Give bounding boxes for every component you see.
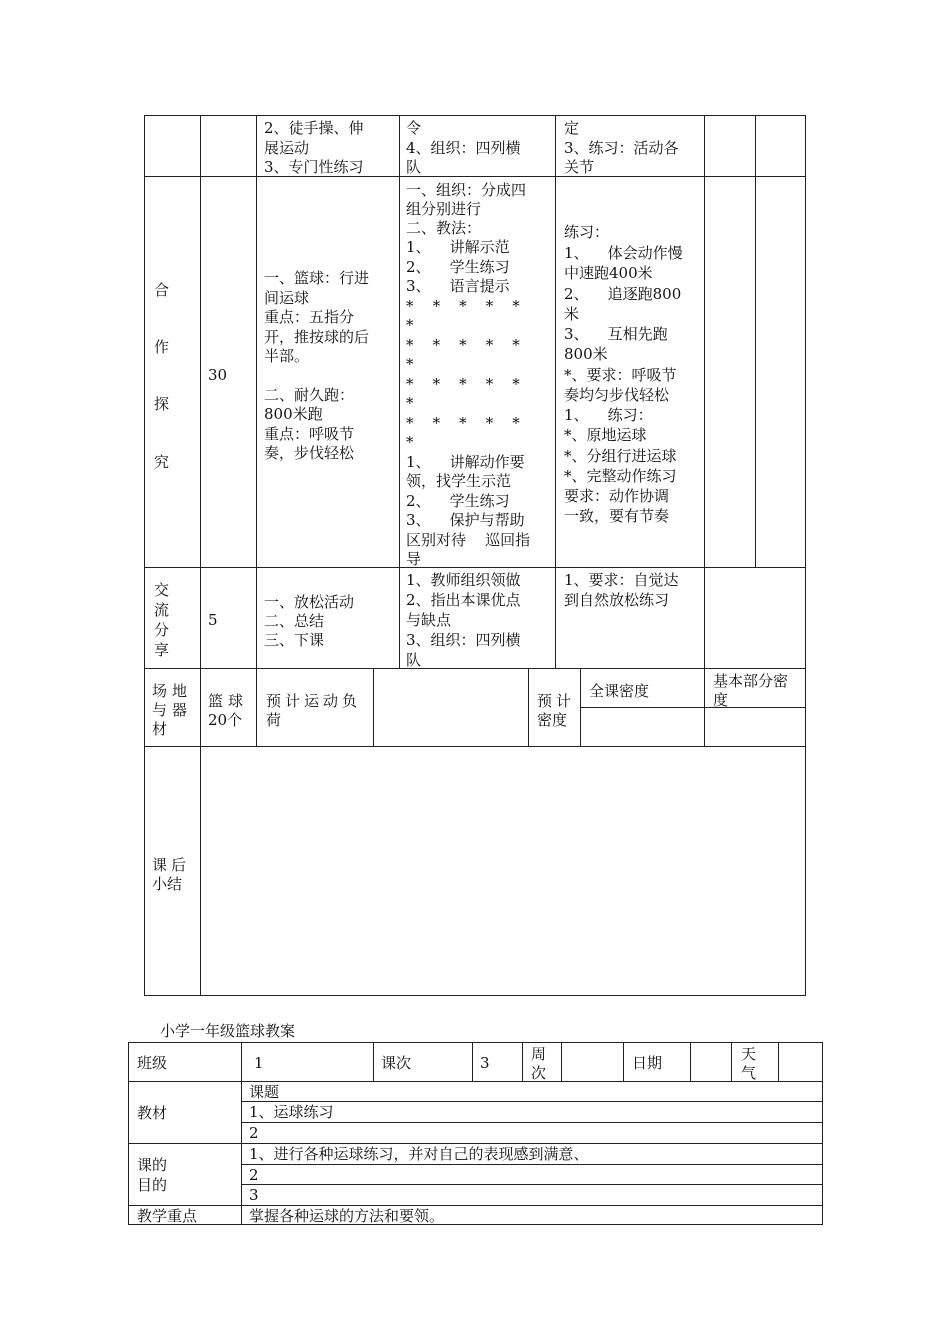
explore-teacher-line: 2、 学生练习: [406, 492, 510, 510]
t1-line: [580, 707, 806, 708]
share-content-line: 三、下课: [264, 631, 325, 649]
explore-teacher-line: 领，找学生示范: [406, 472, 512, 490]
explore-teacher-line: 3、 保护与帮助: [406, 511, 525, 529]
explore-student-line: 中速跑400米: [564, 264, 653, 282]
share-phase-char: 流: [154, 601, 170, 619]
explore-content-line: 半部。: [264, 347, 310, 365]
t1-border-right: [805, 115, 806, 996]
explore-student-line: *、分组行进运球: [564, 447, 677, 465]
t1-line: [256, 115, 257, 747]
share-teacher-line: 1、教师组织领做: [406, 571, 521, 589]
explore-student-line: 一致，要有节奏: [564, 507, 670, 525]
explore-student-line: 3、 互相先跑: [564, 325, 668, 343]
t1-line: [373, 668, 374, 747]
explore-student-line: 米: [564, 305, 580, 323]
t2-border-top: [128, 1042, 823, 1043]
share-teacher-line: 与缺点: [406, 611, 452, 629]
summary-label-line: 课后: [152, 856, 191, 874]
equipment-label-line: 与器: [152, 701, 193, 719]
explore-student-line: 练习：: [564, 223, 610, 241]
weather-label-line: 天: [741, 1045, 757, 1063]
material-line: 课题: [249, 1083, 280, 1101]
t2-line: [472, 1042, 473, 1082]
explore-teacher-line: 1、 讲解示范: [406, 238, 510, 256]
explore-student-line: 要求：动作协调: [564, 487, 670, 505]
explore-student-line: *、原地运球: [564, 426, 647, 444]
week-label-line: 次: [531, 1064, 547, 1082]
share-phase-char: 交: [154, 581, 170, 599]
load-label-line: 荷: [266, 711, 282, 729]
t2-line: [128, 1081, 823, 1082]
share-student-line: 1、要求：自觉达: [564, 571, 679, 589]
t2-line: [128, 1205, 823, 1206]
explore-student-line: *、要求：呼吸节: [564, 366, 677, 384]
purpose-line: 3: [249, 1186, 259, 1204]
explore-student-line: *、完整动作练习: [564, 467, 677, 485]
explore-content-line: 重点：呼吸节: [264, 425, 355, 443]
key-label: 教学重点: [137, 1207, 198, 1225]
explore-phase-char: 究: [154, 453, 170, 471]
equipment-label-line: 材: [152, 720, 168, 738]
summary-label-line: 小结: [152, 875, 183, 893]
explore-teacher-line: *: [406, 355, 414, 373]
explore-teacher-line: *: [406, 433, 414, 451]
purpose-label-line: 目的: [137, 1176, 168, 1194]
share-teacher-line: 队: [406, 651, 422, 669]
t1-border-left: [144, 115, 145, 996]
row-top-col3-line: 展运动: [264, 139, 310, 157]
density-label-line: 预计: [537, 692, 576, 710]
explore-phase-char: 合: [154, 281, 170, 299]
week-label-line: 周: [531, 1045, 547, 1063]
t2-line: [623, 1042, 624, 1082]
t2-line: [241, 1184, 823, 1185]
share-time: 5: [208, 611, 218, 629]
class-value: 1: [254, 1054, 264, 1072]
explore-student-line: 2、 追逐跑800: [564, 285, 682, 303]
lesson-plan-caption: 小学一年级篮球教案: [160, 1022, 296, 1040]
basic-density-line: 基本部分密: [713, 672, 789, 690]
row-top-col4-line: 令: [406, 119, 422, 137]
weather-label-line: 气: [741, 1064, 757, 1082]
explore-teacher-line: * * * * *: [406, 375, 520, 393]
purpose-label-line: 课的: [137, 1156, 168, 1174]
explore-teacher-line: 导: [406, 550, 422, 568]
whole-density-label: 全课密度: [589, 682, 650, 700]
load-label-line: 预计运动负: [266, 692, 362, 710]
explore-content-line: 二、耐久跑：: [264, 386, 355, 404]
row-top-col3-line: 2、徒手操、伸: [264, 119, 364, 137]
explore-teacher-line: * * * * *: [406, 414, 520, 432]
explore-teacher-line: 组分别进行: [406, 200, 482, 218]
explore-student-line: 1、 体会动作慢: [564, 244, 683, 262]
share-teacher-line: 2、指出本课优点: [406, 591, 521, 609]
explore-teacher-line: *: [406, 394, 414, 412]
t1-line: [144, 668, 806, 669]
explore-time: 30: [208, 366, 228, 384]
t2-border-bottom: [128, 1224, 823, 1225]
explore-teacher-line: *: [406, 316, 414, 334]
explore-teacher-line: * * * * *: [406, 297, 520, 315]
material-line: 2: [249, 1124, 259, 1142]
row-top-col3-line: 3、专门性练习: [264, 158, 364, 176]
material-line: 1、运球练习: [249, 1103, 334, 1121]
share-student-line: 到自然放松练习: [564, 591, 670, 609]
purpose-line: 1、进行各种运球练习，并对自己的表现感到满意、: [249, 1145, 589, 1163]
density-label-line: 密度: [537, 711, 568, 729]
t1-border-bottom: [144, 995, 806, 996]
equipment-value-line: 20个: [208, 711, 243, 729]
explore-phase-char: 探: [154, 395, 170, 413]
t1-line: [755, 115, 756, 568]
row-top-col5-line: 定: [564, 119, 580, 137]
t1-line: [704, 115, 705, 747]
explore-teacher-line: 2、 学生练习: [406, 258, 510, 276]
equipment-value-line: 篮球: [208, 692, 249, 710]
t2-line: [561, 1042, 562, 1082]
t2-border-left: [128, 1042, 129, 1225]
t2-line: [241, 1042, 242, 1225]
share-teacher-line: 3、组织：四列横: [406, 631, 521, 649]
t2-line: [241, 1122, 823, 1123]
lesson-value: 3: [480, 1054, 490, 1072]
explore-content-line: 800米跑: [264, 405, 323, 423]
explore-student-line: 800米: [564, 345, 608, 363]
t1-line: [580, 668, 581, 747]
lesson-label: 课次: [381, 1054, 412, 1072]
t1-line: [200, 115, 201, 996]
share-content-line: 一、放松活动: [264, 593, 355, 611]
row-top-col5-line: 3、练习：活动各: [564, 139, 679, 157]
explore-teacher-line: 一、组织：分成四: [406, 181, 527, 199]
row-top-col4-line: 队: [406, 158, 422, 176]
t2-line: [778, 1042, 779, 1082]
explore-student-line: 1、 练习：: [564, 406, 653, 424]
row-top-col5-line: 关节: [564, 158, 595, 176]
explore-teacher-line: 二、教法：: [406, 219, 482, 237]
share-phase-char: 享: [154, 641, 170, 659]
t2-border-right: [822, 1042, 823, 1225]
basic-density-line: 度: [713, 691, 729, 709]
t1-line: [399, 115, 400, 668]
t1-line: [144, 176, 806, 177]
t2-line: [690, 1042, 691, 1082]
row-top-col4-line: 4、组织：四列横: [406, 139, 521, 157]
explore-content-line: 间运球: [264, 289, 310, 307]
class-label: 班级: [137, 1054, 168, 1072]
explore-content-line: 开，推按球的后: [264, 328, 370, 346]
t2-line: [522, 1042, 523, 1082]
t1-border-top: [144, 115, 806, 116]
t2-line: [731, 1042, 732, 1082]
explore-teacher-line: 3、 语言提示: [406, 277, 510, 295]
explore-teacher-line: 1、 讲解动作要: [406, 453, 525, 471]
t1-line: [144, 746, 806, 747]
t1-line: [528, 668, 529, 747]
share-phase-char: 分: [154, 621, 170, 639]
share-content-line: 二、总结: [264, 612, 325, 630]
explore-phase-char: 作: [154, 338, 170, 356]
material-label: 教材: [137, 1104, 168, 1122]
t2-line: [373, 1042, 374, 1082]
explore-student-line: 奏均匀步伐轻松: [564, 386, 670, 404]
key-value: 掌握各种运球的方法和要领。: [249, 1207, 445, 1225]
t1-line: [555, 115, 556, 668]
t2-line: [241, 1164, 823, 1165]
explore-teacher-line: 区别对待 巡回指: [406, 531, 531, 549]
explore-content-line: 重点：五指分: [264, 308, 355, 326]
explore-content-line: 一、篮球：行进: [264, 269, 370, 287]
purpose-line: 2: [249, 1166, 259, 1184]
t1-line: [144, 567, 806, 568]
equipment-label-line: 场地: [152, 682, 193, 700]
date-label: 日期: [632, 1054, 663, 1072]
explore-teacher-line: * * * * *: [406, 336, 520, 354]
explore-content-line: 奏，步伐轻松: [264, 444, 355, 462]
